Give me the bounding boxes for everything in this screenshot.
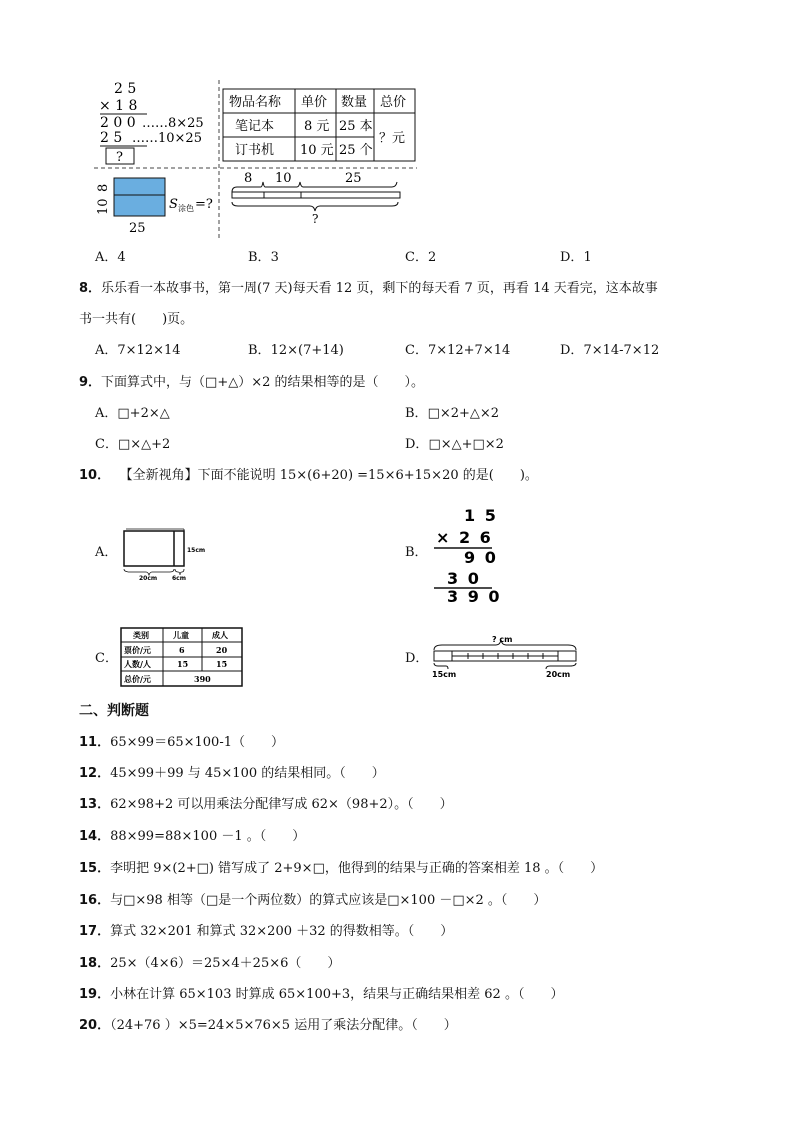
q10-option-a-figure [118, 528, 218, 583]
q10-d-top: ? cm [492, 635, 513, 644]
judge-item: 16．与□×98 相等（□是一个两位数）的算式应该是□×100 －□×2 。（ ） [79, 893, 547, 908]
q10-c-r1-child: 6 [179, 645, 185, 655]
th-total: 总价 [380, 95, 407, 110]
q10-d-right: 20cm [546, 670, 571, 679]
q10-option-c-letter[interactable]: C． [95, 651, 118, 666]
q10-b-p1: 9 0 [464, 548, 498, 567]
judge-item: 17．算式 32×201 和算式 32×200 ＋32 的得数相等。（ ） [79, 924, 454, 939]
judge-item: 19．小林在计算 65×103 时算成 65×100+3，结果与正确结果相差 62 。（ ） [79, 987, 564, 1002]
q10-c-r1-label: 票价/元 [124, 645, 151, 655]
q10-a-height: 15cm [187, 547, 206, 554]
rect-side-bottom: 10 [96, 198, 111, 215]
q10-option-a-letter[interactable]: A． [95, 545, 118, 560]
q10-b-result: 3 9 0 [447, 587, 502, 604]
rect-area-sub: 涂色 [178, 204, 194, 213]
seg-c: 25 [345, 171, 362, 186]
q10-c-r2-label: 人数/人 [124, 659, 151, 669]
calc-p1: 2 0 0 [100, 115, 136, 131]
q7-option-a[interactable]: A．4 [95, 250, 126, 265]
judge-item: 14．88×99=88×100 －1 。（ ） [79, 829, 306, 844]
judge-item: 18．25×（4×6）＝25×4＋25×6（ ） [79, 956, 341, 971]
th-price: 单价 [301, 95, 328, 110]
calc-p1-note: ……8×25 [142, 116, 204, 131]
q7-option-b[interactable]: B．3 [248, 250, 279, 265]
q9-option-b[interactable]: B．□×2+△×2 [405, 406, 500, 421]
calc-p2-note: ……10×25 [132, 131, 202, 146]
q7-option-d[interactable]: D．1 [560, 250, 592, 265]
td-total: ？元 [379, 131, 406, 146]
th-qty: 数量 [341, 95, 368, 110]
q10-option-d-letter[interactable]: D． [405, 651, 429, 666]
rect-area-eq: =? [195, 197, 213, 212]
td-r2-name: 订书机 [235, 143, 275, 158]
q9-option-d[interactable]: D．□×△+□×2 [405, 437, 504, 452]
judge-item: 20．（24+76 ）×5=24×5×76×5 运用了乘法分配律。（ ） [79, 1018, 457, 1033]
th-name: 物品名称 [229, 95, 282, 110]
q8-stem-line1: 8．乐乐看一本故事书，第一周(7 天)每天看 12 页，剩下的每天看 7 页，再看 14 天看完，这本故事 [79, 281, 658, 296]
rect-area-label: S [169, 197, 178, 212]
q10-c-r1-adult: 20 [216, 645, 228, 655]
segment-diagram [232, 171, 400, 226]
q7-option-c[interactable]: C．2 [405, 250, 437, 265]
td-r2-qty: 25 个 [339, 143, 373, 158]
calc-mul: × 1 8 [99, 98, 138, 114]
judge-item: 11．65×99＝65×100-1（ ） [79, 735, 284, 750]
q10-c-th-0: 类别 [133, 630, 149, 640]
seg-q: ? [312, 212, 319, 226]
q10-option-d-figure [428, 632, 583, 680]
td-r1-name: 笔记本 [235, 119, 275, 134]
judge-item: 12．45×99＋99 与 45×100 的结果相同。（ ） [79, 766, 385, 781]
calc-top: 2 5 [114, 81, 137, 97]
q10-c-r2-adult: 15 [216, 659, 228, 669]
judge-item: 13．62×98+2 可以用乘法分配律写成 62×（98+2）。（ ） [79, 797, 453, 812]
q10-c-total-label: 总价/元 [124, 674, 151, 684]
q9-stem: 9．下面算式中，与（□+△）×2 的结果相等的是（ ）。 [79, 375, 425, 390]
q9-option-a[interactable]: A．□+2×△ [95, 406, 170, 421]
q10-b-p2: 3 0 [447, 569, 481, 588]
q10-b-top: 1 5 [464, 506, 498, 525]
rect-width: 25 [129, 221, 146, 236]
q8-option-b[interactable]: B．12×(7+14) [248, 343, 344, 358]
q10-c-r2-child: 15 [177, 659, 189, 669]
q10-option-b-letter[interactable]: B． [405, 545, 428, 560]
section-title: 二、判断题 [79, 703, 149, 719]
q10-c-th-1: 儿童 [173, 630, 189, 640]
td-r1-price: 8 元 [304, 119, 330, 134]
td-r1-qty: 25 本 [339, 119, 373, 134]
seg-b: 10 [275, 171, 292, 186]
q7-figure-svg [92, 78, 422, 243]
seg-a: 8 [244, 171, 253, 186]
price-table [223, 89, 415, 161]
q7-figure [92, 78, 422, 243]
judge-item: 15．李明把 9×(2+□) 错写成了 2+9×□，他得到的结果与正确的答案相差 18 。（ ） [79, 861, 604, 876]
q10-a-width1: 20cm [139, 575, 158, 582]
q10-d-left: 15cm [432, 670, 457, 679]
q10-option-c-table [120, 627, 245, 689]
calc-p2: 2 5 [100, 130, 123, 146]
q10-option-b-figure [430, 502, 510, 604]
q8-option-a[interactable]: A．7×12×14 [95, 343, 181, 358]
calc-result: ? [116, 150, 123, 165]
q8-option-c[interactable]: C．7×12+7×14 [405, 343, 511, 358]
shaded-rectangle [96, 178, 213, 236]
td-r2-price: 10 元 [300, 143, 334, 158]
q10-c-th-2: 成人 [212, 630, 228, 640]
q10-a-width2: 6cm [172, 575, 186, 582]
q8-stem-line2: 书一共有( )页。 [79, 312, 194, 327]
q9-option-c[interactable]: C．□×△+2 [95, 437, 171, 452]
q10-c-total: 390 [194, 674, 211, 684]
q8-option-d[interactable]: D．7×14-7×12 [560, 343, 660, 358]
rect-side-top: 8 [96, 183, 111, 192]
q10-b-mul: × 2 6 [436, 528, 493, 547]
q10-stem: 10． 【全新视角】下面不能说明 15×(6+20) =15×6+15×20 的是( )。 [79, 468, 538, 483]
